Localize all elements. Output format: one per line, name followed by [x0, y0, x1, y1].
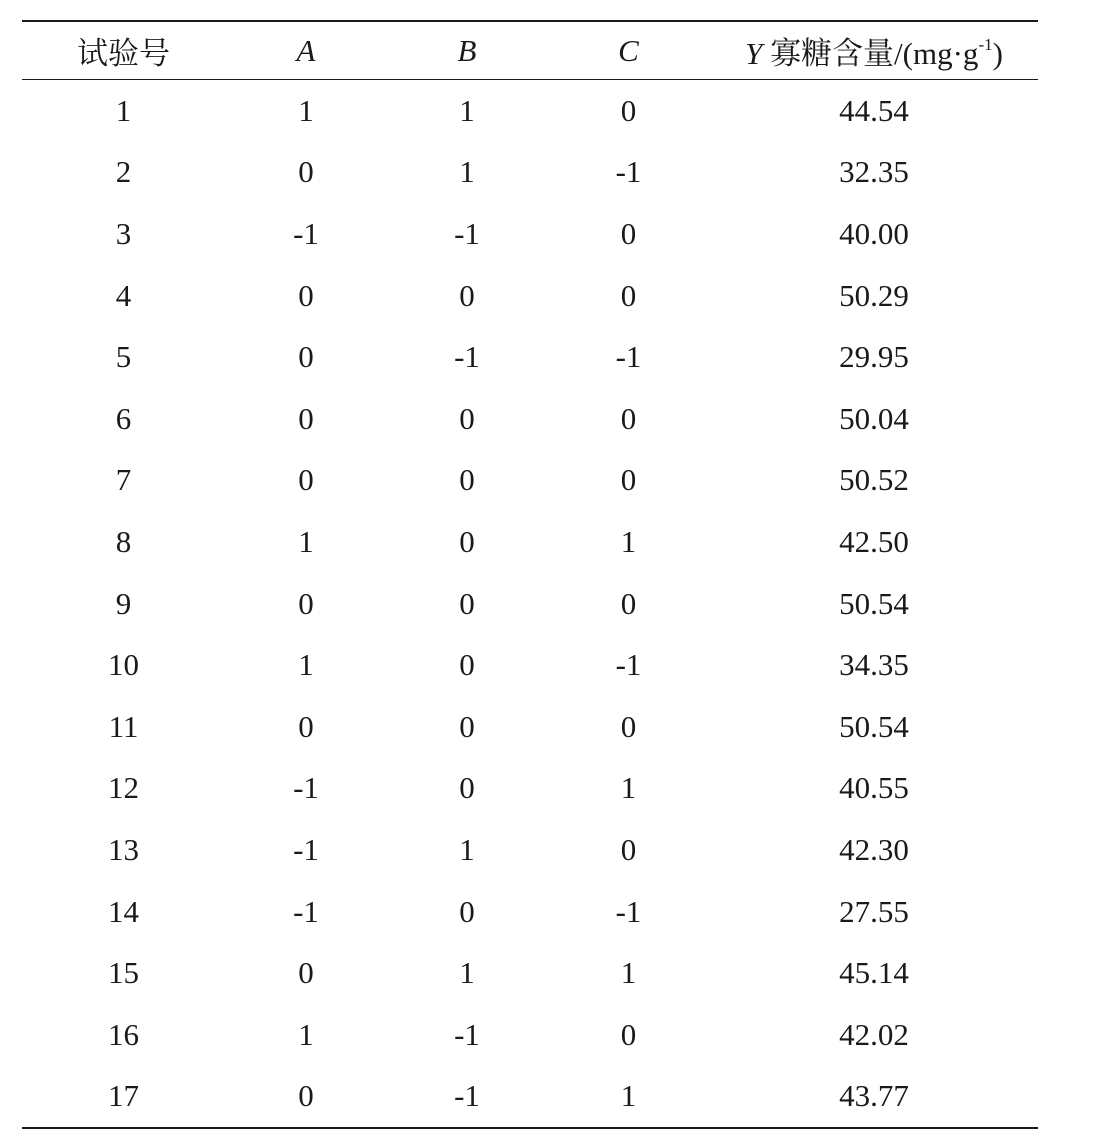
table-row [22, 1004, 1038, 1066]
cell-factor-a: 1 [298, 523, 314, 559]
cell-factor-b: 1 [459, 955, 475, 991]
cell-factor-c: 0 [620, 92, 637, 128]
cell-factor-a: 0 [298, 1078, 314, 1114]
cell-response-y: 40.00 [839, 215, 909, 251]
cell-response-y: 32.35 [839, 154, 909, 190]
header-factor-a: A [296, 32, 316, 68]
cell-factor-a: 0 [298, 708, 314, 744]
cell-trial-number: 3 [115, 215, 132, 251]
table-row [22, 265, 1038, 327]
table-row [22, 758, 1038, 820]
cell-trial-number: 14 [108, 893, 139, 929]
header-factor-b: B [457, 32, 477, 68]
cell-factor-c: 1 [620, 523, 637, 559]
cell-factor-a: 0 [298, 462, 314, 498]
cell-factor-a: 0 [298, 277, 314, 313]
header-trial-number: 试验号 [77, 36, 170, 71]
cell-factor-a: -1 [293, 215, 319, 251]
cell-factor-b: 0 [459, 462, 475, 498]
cell-factor-a: -1 [293, 893, 319, 929]
cell-response-y: 43.77 [839, 1078, 909, 1114]
table-row [22, 881, 1038, 943]
cell-factor-b: 0 [459, 523, 475, 559]
table-row [22, 511, 1038, 573]
cell-factor-a: 0 [298, 400, 314, 436]
cell-response-y: 50.52 [839, 462, 909, 498]
cell-response-y: 27.55 [839, 893, 909, 929]
cell-factor-a: -1 [293, 770, 319, 806]
cell-factor-a: 1 [298, 92, 314, 128]
cell-trial-number: 1 [115, 92, 132, 128]
cell-factor-a: 1 [298, 1016, 314, 1052]
cell-factor-c: 0 [620, 462, 637, 498]
cell-trial-number: 6 [115, 400, 132, 436]
cell-factor-b: 1 [459, 831, 475, 867]
cell-factor-c: 0 [620, 400, 637, 436]
table-row [22, 1066, 1038, 1129]
cell-factor-b: 0 [459, 647, 475, 683]
table-row [22, 450, 1038, 512]
cell-factor-a: 1 [298, 647, 314, 683]
cell-trial-number: 9 [115, 585, 132, 621]
cell-factor-a: 0 [298, 955, 314, 991]
cell-response-y: 40.55 [839, 770, 909, 806]
cell-factor-c: 1 [620, 1078, 637, 1114]
cell-response-y: 42.50 [839, 523, 909, 559]
cell-factor-b: 0 [459, 770, 475, 806]
cell-response-y: 50.54 [839, 708, 909, 744]
header-y-symbol: Y [745, 36, 763, 71]
cell-trial-number: 13 [108, 831, 139, 867]
cell-factor-c: 0 [620, 585, 637, 621]
cell-factor-a: -1 [293, 831, 319, 867]
header-row [22, 21, 1038, 80]
cell-trial-number: 4 [115, 277, 132, 313]
header-y-label: 寡糖含量/(mg·g [762, 36, 979, 71]
cell-factor-b: -1 [454, 215, 480, 251]
cell-trial-number: 8 [115, 523, 132, 559]
cell-trial-number: 11 [108, 708, 139, 744]
cell-factor-a: 0 [298, 339, 314, 375]
header-factor-c: C [618, 32, 639, 68]
table-row [22, 696, 1038, 758]
table-header [22, 21, 1038, 80]
cell-factor-c: 1 [620, 770, 637, 806]
table-row [22, 573, 1038, 635]
cell-factor-a: 0 [298, 585, 314, 621]
cell-factor-b: 0 [459, 400, 475, 436]
cell-factor-b: -1 [454, 1016, 480, 1052]
header-y-unit-close: ) [992, 36, 1003, 71]
cell-trial-number: 12 [108, 770, 139, 806]
table-row [22, 942, 1038, 1004]
cell-factor-b: -1 [454, 339, 480, 375]
cell-response-y: 45.14 [839, 955, 909, 991]
table-body [22, 80, 1038, 1129]
cell-factor-c: 0 [620, 215, 637, 251]
table-container [22, 20, 1038, 1129]
cell-response-y: 44.54 [839, 92, 909, 128]
cell-factor-c: 0 [620, 1016, 637, 1052]
cell-factor-b: 0 [459, 585, 475, 621]
table-row [22, 819, 1038, 881]
cell-factor-b: 0 [459, 708, 475, 744]
cell-response-y: 34.35 [839, 647, 909, 683]
experiment-table [22, 20, 1038, 1129]
cell-factor-c: 1 [620, 955, 637, 991]
cell-trial-number: 7 [115, 462, 132, 498]
cell-trial-number: 10 [108, 647, 139, 683]
cell-factor-b: 0 [459, 277, 475, 313]
cell-trial-number: 15 [108, 955, 139, 991]
cell-trial-number: 5 [115, 339, 132, 375]
cell-factor-b: 1 [459, 92, 475, 128]
table-row [22, 142, 1038, 204]
cell-trial-number: 17 [108, 1078, 139, 1114]
cell-trial-number: 2 [115, 154, 132, 190]
cell-trial-number: 16 [108, 1016, 139, 1052]
header-response-y [710, 21, 1038, 80]
cell-factor-c: 0 [620, 277, 637, 313]
cell-factor-a: 0 [298, 154, 314, 190]
cell-factor-c: 0 [620, 831, 637, 867]
cell-factor-b: -1 [454, 1078, 480, 1114]
cell-response-y: 42.30 [839, 831, 909, 867]
table-row [22, 203, 1038, 265]
cell-response-y: 50.29 [839, 277, 909, 313]
table-row [22, 80, 1038, 142]
cell-factor-c: -1 [615, 893, 642, 929]
cell-factor-b: 1 [459, 154, 475, 190]
cell-factor-c: -1 [615, 647, 642, 683]
cell-response-y: 50.04 [839, 400, 909, 436]
table-row [22, 634, 1038, 696]
cell-response-y: 42.02 [839, 1016, 909, 1052]
cell-factor-b: 0 [459, 893, 475, 929]
header-y-unit-exponent: -1 [978, 35, 993, 54]
table-row [22, 326, 1038, 388]
cell-response-y: 50.54 [839, 585, 909, 621]
cell-factor-c: -1 [615, 154, 642, 190]
cell-factor-c: 0 [620, 708, 637, 744]
cell-response-y: 29.95 [839, 339, 909, 375]
table-row [22, 388, 1038, 450]
cell-factor-c: -1 [615, 339, 642, 375]
